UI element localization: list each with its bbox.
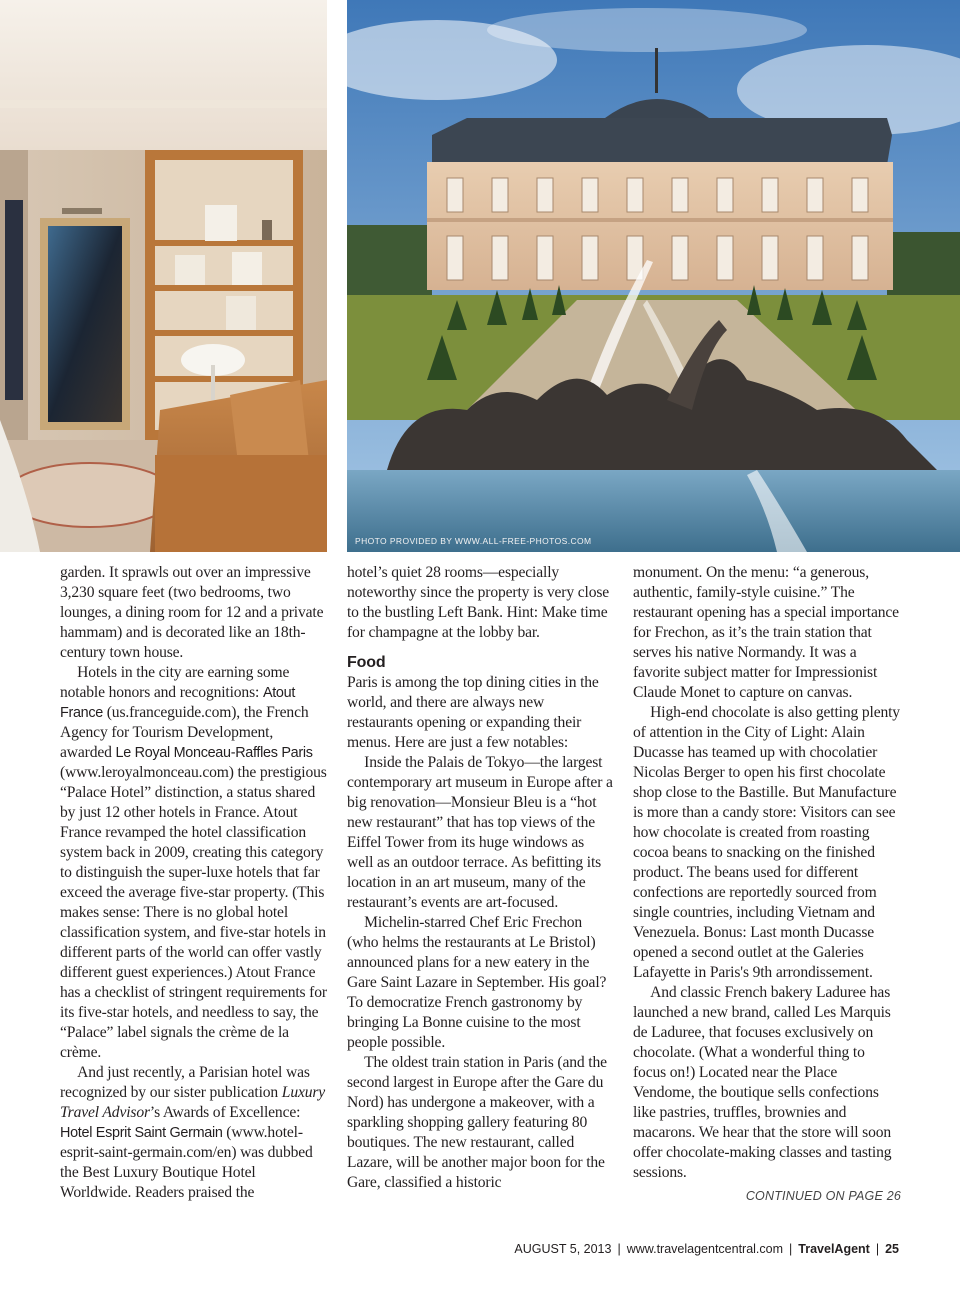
paragraph: High-end chocolate is also getting plenty of attention in the City of Light: Alain Ducasse has teamed up with chocolatier Nicolas Berger to open his first chocolate shop close to the Bastille. But Manufacture is more than a candy store: Visitors can see how chocolate is created from roasting cocoa beans to snacking on the finished product. The beans used for different confections are reportedly sourced from single countries, including Vietnam and Venezuela. Bonus: Last month Ducasse opened a second outlet at the Galeries Lafayette in Paris's 9th arrondissement. [633,704,900,981]
paragraph: Inside the Palais de Tokyo—the largest contemporary art museum in Europe after a big renovation—Monsieur Bleu is a “hot new restaurant” that has top views of the Eiffel Tower from its huge windows as well as an outdoor terrace. As befitting its location in an art museum, many of the restaurant’s events are art-focused. [347,754,613,911]
text-run: And just recently, a Parisian hotel was recognized by our sister publication [60,1064,310,1101]
paragraph: hotel’s quiet 28 rooms—especially noteworthy since the property is very close to the bustling Left Bank. Hint: Make time for champagne at the lobby bar. [347,564,610,641]
paragraph: Michelin-starred Chef Eric Frechon (who helms the restaurants at Le Bristol) announced plans for a new eatery in the Gare Saint Lazare in September. His goal? To democratize French gastronomy by bringing La Bonne cuisine to the most people possible. [347,914,607,1051]
page-number: 25 [885,1242,899,1256]
text-column-3 [633,563,901,1206]
text-column-1 [60,563,328,1203]
text-run: (us.franceguide.com), the French Agency for Tourism Development, awarded [60,704,309,761]
paragraph: Paris is among the top dining cities in the world, and there are always new restaurants opening or expanding their menus. Here are just a few notables: [347,674,599,751]
text-run: ’s Awards of Excellence: [149,1104,301,1121]
footer-separator: | [617,1242,621,1256]
website-url[interactable]: www.travelagentcentral.com [626,1242,784,1256]
paragraph: The oldest train station in Paris (and the second largest in Europe after the Gare du Nord) has undergone a makeover, with a sparkling shopping gallery featuring 80 boutiques. The new restaurant, called Lazare, will be another major boon for the Gare, classified a historic [347,1054,607,1191]
paragraph [60,663,328,1063]
magazine-brand: TravelAgent [798,1242,870,1256]
chateau-fountain-photo [347,0,960,552]
section-heading-food: Food [347,654,386,671]
continued-link[interactable]: CONTINUED ON PAGE 26 [745,1189,901,1203]
paragraph [60,1063,328,1203]
text-run: (www.leroyalmonceau.com) the prestigious “Palace Hotel” distinction, a status shared by just 12 other hotels in France. Atout France revamped the hotel classification system back in 2009, creating this category to distinguish the super-luxe hotels that far exceed the average five-star property. (This makes sense: There is no global hotel classification system, and five-star hotels in different parts of the world can offer vastly different guest experiences.) Atout France has a checklist of stringent requirements for its five-star hotels, and needless to say, the “Palace” label signals the crème de la crème. [60,764,327,1061]
text-column-2 [347,563,613,1193]
paragraph: monument. On the menu: “a generous, authentic, family-style cuisine.” The restaurant opening has a special importance for Frechon, as it’s the train station that serves his native Normandy. It was a favorite subject matter for Impressionist Claude Monet to capture on canvas. [633,564,899,701]
paragraph: And classic French bakery Laduree has launched a new brand, called Les Marquis de Laduree, that focuses exclusively on chocolate. (What a wonderful thing to focus on!) Located near the Place Vendome, the boutique sells confections like pastries, truffles, brownies and macarons. We hear that the store will soon offer chocolate-making classes and tasting sessions. [633,984,892,1181]
hotel-name-royal-monceau: Le Royal Monceau-Raffles Paris [115,745,313,761]
publication-name: Luxury Travel Advisor [60,1084,326,1121]
org-name-atout-france: Atout France [60,685,296,721]
text-run: Hotels in the city are earning some notable honors and recognitions: [60,664,290,701]
page-footer [514,1242,899,1256]
footer-separator: | [875,1242,880,1256]
hotel-interior-photo [0,0,327,552]
text-run: (www.hotel-esprit-saint-germain.com/en) was dubbed the Best Luxury Boutique Hotel Worldwide. Readers praised the [60,1124,313,1201]
footer-separator: | [789,1242,793,1256]
hotel-name-esprit-saint-germain: Hotel Esprit Saint Germain [60,1125,223,1141]
paragraph: garden. It sprawls out over an impressive 3,230 square feet (two bedrooms, two lounges, a dining room for 12 and a private hammam) and is decorated like an 18th-century town house. [60,564,324,661]
issue-date: AUGUST 5, 2013 [514,1242,612,1256]
photo-credit: PHOTO PROVIDED BY WWW.ALL-FREE-PHOTOS.COM [355,536,592,546]
